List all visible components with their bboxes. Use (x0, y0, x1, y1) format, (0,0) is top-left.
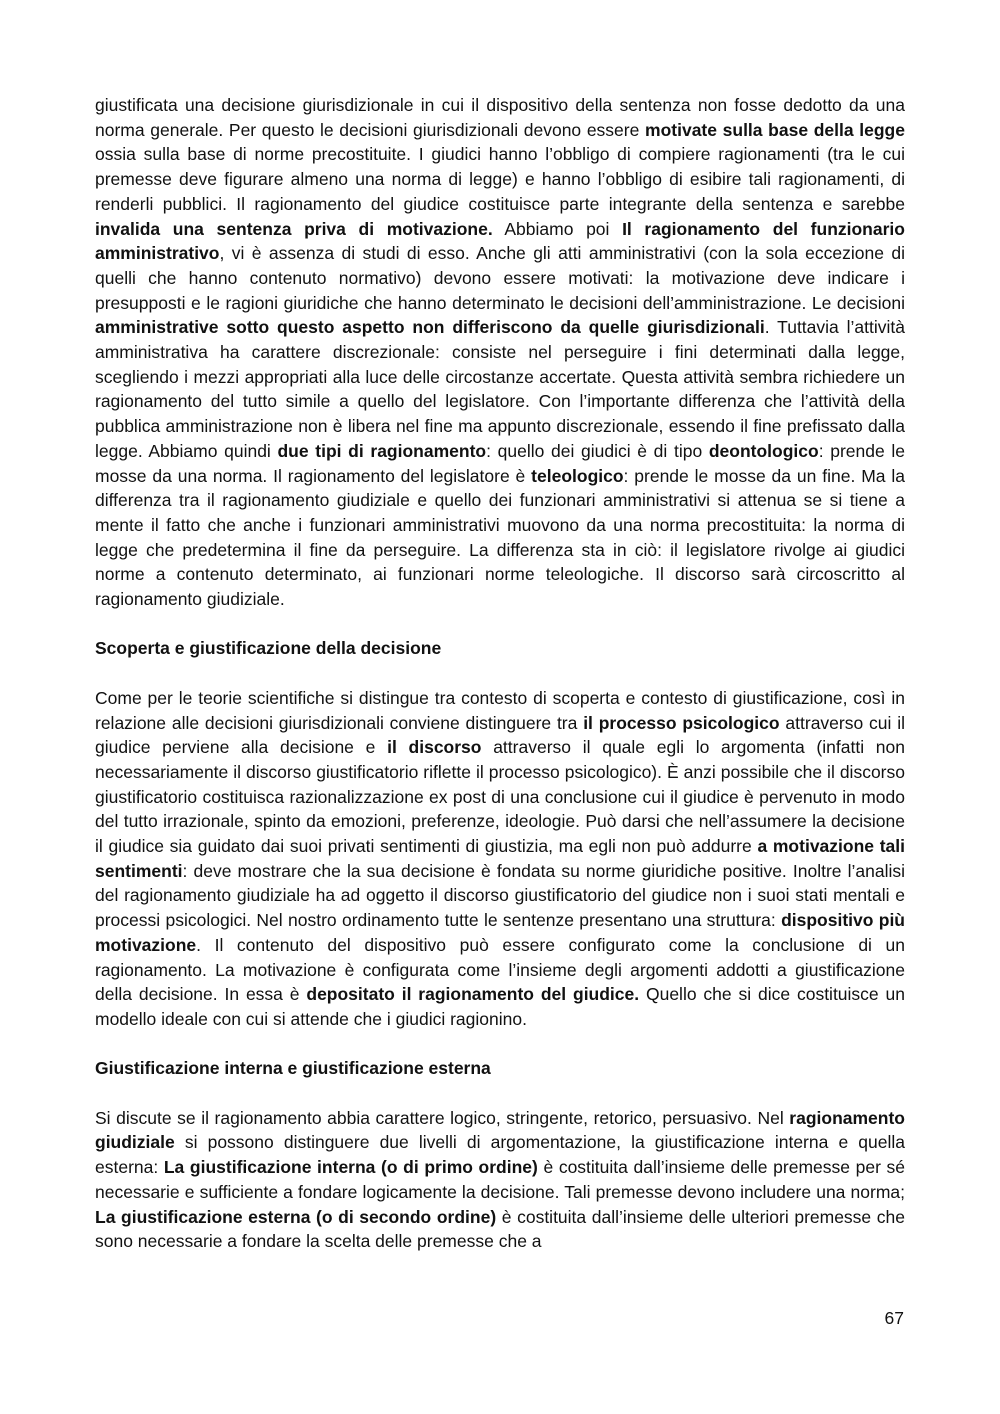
bold-text-run: invalida una sentenza priva di motivazione. (95, 218, 493, 239)
bold-text-run: depositato il ragionamento del giudice. (306, 984, 640, 1005)
bold-text-run: motivate sulla base della legge (645, 119, 905, 140)
document-page (95, 93, 905, 1254)
text-run: ossia sulla base di norme precostituite. I giudici hanno l’obbligo di compiere ragionamenti (tra le cui premesse deve figurare almeno una norma di legge) e hanno l’obbligo di esibire tali ragionamenti, di renderli pubblici. Il ragionamento del giudice costituisce parte integrante della sentenza e sarebbe (95, 144, 905, 214)
section-heading-scoperta: Scoperta e giustificazione della decisione (95, 638, 442, 659)
text-run: Come per le teorie scientifiche si distingue tra contesto di scoperta e contesto di giustificazione, così in relazione alle decisioni giurisdizionali conviene distinguere tra (95, 687, 905, 733)
spacer (95, 612, 905, 637)
bold-text-run: La giustificazione esterna (o di secondo ordine) (95, 1206, 497, 1227)
bold-text-run: teleologico (531, 465, 624, 486)
text-run: . Il contenuto del dispositivo può essere configurato come la conclusione di un ragionamento. La motivazione è configurata come l’insieme degli argomenti addotti a giustificazione della decisione. In essa è (95, 934, 905, 1005)
text-run: è costituita dall’insieme delle premesse per sé necessarie e sufficiente a fondare logicamente la decisione. Tali premesse devono includere una norma; (95, 1157, 905, 1202)
text-run: : quello dei giudici è di tipo (486, 440, 709, 461)
bold-text-run: La giustificazione interna (o di primo ordine) (163, 1157, 538, 1178)
paragraph-motivazione (95, 93, 905, 612)
section-heading-giustificazione: Giustificazione interna e giustificazione esterna (95, 1058, 491, 1079)
bold-text-run: dispositivo più motivazione (95, 910, 906, 955)
text-run: . Tuttavia l’attività amministrativa ha carattere discrezionale: consiste nel perseguire i fini determinati dalla legge, scegliendo i mezzi appropriati alla luce delle circostanze accertate. Questa attività sembra richiedere un ragionamento del tutto simile a quello del legislatore. Con l’importante differenza che l’attività della pubblica amministrazione non è libera nel fine ma appunto discrezionale, essendo il fine prefissato dalla legge. Abbiamo quindi (95, 317, 905, 461)
text-run: : prende le mosse da una norma. Il ragionamento del legislatore è (95, 440, 906, 486)
text-run: attraverso cui il giudice perviene alla decisione e (95, 712, 905, 758)
text-run: : prende le mosse da un fine. Ma la differenza tra il ragionamento giudiziale e quello dei funzionari amministrativi si attenua se si tiene a mente il fatto che anche i funzionari amministrativi muovono da una norma precostituita: la norma di legge che predetermina il fine da perseguire. La differenza sta in ciò: il legislatore rivolge ai giudici norme a contenuto determinato, ai funzionari norme teleologiche. Il discorso sarà circoscritto al ragionamento giudiziale. (95, 465, 905, 610)
text-run: si possono distinguere due livelli di argomentazione, la giustificazione interna e quella esterna: (95, 1132, 905, 1178)
text-run: , vi è assenza di studi di esso. Anche gli atti amministrativi (con la sola eccezione di quelli che hanno contenuto normativo) devono essere motivati: la motivazione deve indicare i presupposti e le ragioni giuridiche che hanno determinato le decisioni dell’amministrazione. Le decisioni (95, 243, 905, 313)
text-run: Si discute se il ragionamento abbia carattere logico, stringente, retorico, persuasivo. Nel (95, 1107, 790, 1128)
spacer (95, 1081, 905, 1106)
bold-text-run: ragionamento giudiziale (95, 1107, 905, 1153)
text-run: è costituita dall’insieme delle ulteriori premesse che sono necessarie a fondare la scelta delle premesse che a (95, 1206, 905, 1252)
text-run: Abbiamo poi (492, 218, 623, 239)
bold-text-run: due tipi di ragionamento (277, 440, 487, 461)
text-run: attraverso il quale egli lo argomenta (infatti non necessariamente il discorso giustificatorio riflette il processo psicologico). È anzi possibile che il discorso giustificatorio costituisca razionalizzazione ex post di una conclusione cui il giudice è pervenuto in modo del tutto irrazionale, spinto da emozioni, preferenze, ideologie. Può darsi che nell’assumere la decisione il giudice sia guidato dai suoi privati sentimenti di giustizia, ma egli non può addurre (95, 737, 906, 857)
bold-text-run: deontologico (708, 440, 819, 461)
paragraph-giustificazione (95, 1106, 905, 1254)
text-run: Quello che si dice costituisce un modello ideale con cui si attende che i giudici ragionino. (95, 984, 905, 1029)
bold-text-run: amministrative sotto questo aspetto non differiscono da quelle giurisdizionali (95, 317, 765, 338)
spacer (95, 1032, 905, 1057)
bold-text-run: a motivazione tali sentimenti (95, 836, 905, 881)
text-run: : deve mostrare che la sua decisione è fondata su norme giuridiche positive. Inoltre l’analisi del ragionamento giudiziale ha ad oggetto il discorso giustificatorio del giudice non i suoi stati mentali e processi psicologici. Nel nostro ordinamento tutte le sentenze presentano una struttura: (95, 860, 905, 931)
paragraph-scoperta (95, 686, 905, 1032)
bold-text-run: il discorso (387, 737, 482, 758)
spacer (95, 661, 905, 686)
page-number: 67 (884, 1308, 904, 1328)
bold-text-run: il processo psicologico (583, 712, 780, 733)
bold-text-run: Il ragionamento del funzionario amministrativo (95, 218, 905, 264)
text-run: giustificata una decisione giurisdizionale in cui il dispositivo della sentenza non fosse dedotto da una norma generale. Per questo le decisioni giurisdizionali devono essere (95, 95, 905, 140)
